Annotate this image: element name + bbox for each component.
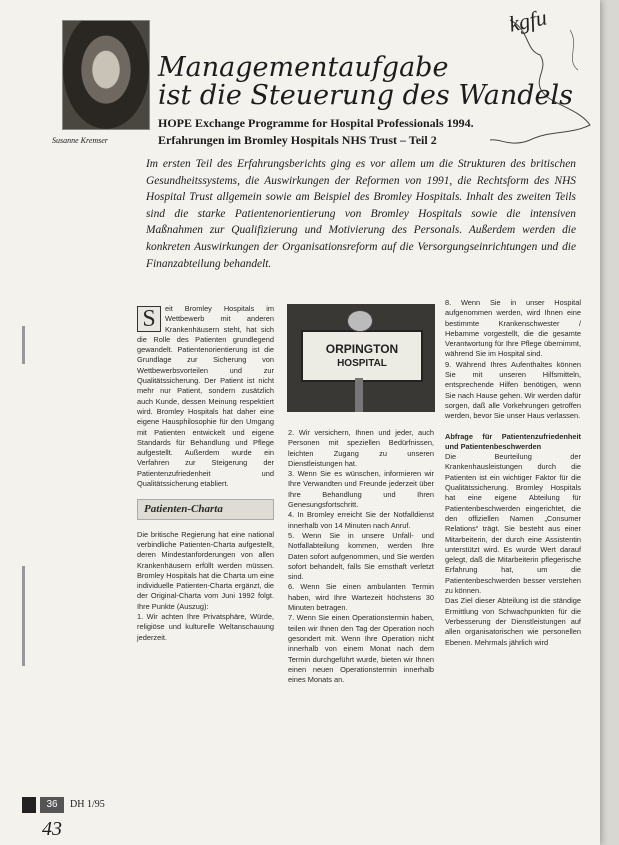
handwritten-note: 43 [42,818,62,840]
margin-mark [22,326,25,364]
article-column-2 [288,428,434,685]
sign-text-line-1: ORPINGTON [325,342,399,356]
issue-label: DH 1/95 [70,799,105,810]
column-paragraph: 4. In Bromley erreicht Sie der Notfalldienst innerhalb von 14 Minuten nach Anruf. [288,510,434,530]
column-paragraph: Die britische Regierung hat eine national verbindliche Patienten-Charta aufgestellt, deren Mindestanforderungen von allen Krankenhäusern erfüllt werden müssen. Bromley Hospitals hat die Charta um eine individuelle Patienten-Charta ergänzt, die der Original-Charta vom Juni 1992 folgt. Ihre Punkte (Auszug): [137,529,274,611]
column-paragraph: Die Beurteilung der Krankenhausleistungen durch die Patienten ist ein wichtiger Faktor für die Qualitätssicherung. Bromley Hospitals hat eine eigene Abteilung für Patientenbeschwerden eingerichtet, die den offiziellen Namen „Consumer Relations“ trägt. Sie besteht aus einer Mitarbeiterin, der durch eine Assistentin unterstützt wird. Es wurde Wert darauf gelegt, daß die Mitarbeiterin pflegerische Erfahrung hat, um die Patientenbeschwerden besser verstehen zu können. [445,452,581,596]
page-number: 36 [40,797,64,813]
column-paragraph: 6. Wenn Sie einen ambulanten Termin haben, wird Ihre Wartezeit höchstens 30 Minuten betragen. [288,582,434,613]
author-photo [62,20,150,130]
column-paragraph: 7. Wenn Sie einen Operationstermin haben, teilen wir Ihnen den Tag der Operation noch gesondert mit. Wenn Ihre Operation nicht innerhalb von einem Monat nach dem Termin durchgeführt wurde, bieten wir Ihnen einen neuen Operationstermin innerhalb eines Monats an. [288,613,434,685]
column-paragraph: 5. Wenn Sie in unsere Unfall- und Notfallabteilung kommen, werden Ihre Daten sofort aufgenommen, und Sie werden sofort behandelt, falls Sie ernsthaft verletzt sind. [288,530,434,582]
column-paragraph: 3. Wenn Sie es wünschen, informieren wir Ihre Verwandten und Freunde jederzeit über Ihre Behandlung und Ihren Genesungsfortschritt. [288,469,434,510]
intro-paragraph: Im ersten Teil des Erfahrungsberichts ging es vor allem um die Strukturen des britischen Gesundheitssystems, die Auswirkungen der Reformen von 1991, die Rechtsform des NHS Hospital Trust allgemein sowie am Beispiel des Bromley Hospitals. Inhalt des zweiten Teils sind die starke Patientenorientierung von Bromley Hospitals sowie die intensiven Maßnahmen zur Qualifizierung und Motivierung des Personals. Außerdem werden die konkreten Auswirkungen der Organisationsreform auf die Versorgungseinrichtungen und die Finanzabteilung behandelt. [146,158,576,270]
subtitle-line-2: Erfahrungen im Bromley Hospitals NHS Trust – Teil 2 [158,133,437,147]
sign-board [301,330,423,382]
photo-caption: Susanne Kremser [52,136,108,145]
page-title-line-2: ist die Steuerung des Wandels [158,80,573,111]
margin-mark [22,566,25,666]
sign-text-line-2: HOSPITAL [337,358,387,369]
article-column-1 [137,304,274,643]
column-paragraph: 1. Wir achten Ihre Privatsphäre, Würde, religiöse und kulturelle Weltanschauung jederzeit. [137,612,274,642]
section-heading-patient-feedback: Abfrage für Patientenzufriedenheit und Patientenbeschwerden [445,431,581,451]
footer-bar [22,797,36,813]
column-paragraph: Das Ziel dieser Abteilung ist die ständige Ermittlung von Schwachpunkten für die Verbesserung der Dienstleistungen auf allen organisatorischen wie personellen Ebenen. Mehrmals jährlich wird [445,596,581,647]
subtitle-line-1: HOPE Exchange Programme for Hospital Professionals 1994. [158,116,474,130]
column-paragraph: 2. Wir versichern, Ihnen und jeder, auch Personen mit speziellen Bedürfnissen, leichten Zugang zu unseren Dienstleistungen hat. [288,428,434,468]
hospital-logo-icon [347,310,373,332]
column-paragraph: 9. Während Ihres Aufenthaltes können Sie mit unseren Hilfsmitteln, entsprechende Hilfen benötigen, wenn Sie nach Hause gehen. Wir werden dafür sorgen, daß alle Vorkehrungen getroffen werden, bevor Sie unser Haus verlassen. [445,359,581,421]
column-paragraph: 8. Wenn Sie in unser Hospital aufgenommen werden, wird Ihnen eine bestimmte Krankenschwester / Hebamme vorgestellt, die die gesamte Verantwortung für Ihre Pflege übernimmt, während Sie im Hospital sind. [445,298,581,359]
drop-cap: S [137,306,161,332]
section-heading-patienten-charta: Patienten-Charta [137,499,274,519]
page-title-line-1: Managementaufgabe [158,52,449,83]
sign-post [355,378,363,412]
handwritten-signature: kgfu [506,4,549,37]
hospital-sign-photo [287,304,435,412]
column-paragraph: eit Bromley Hospitals im Wettbewerb mit anderen Krankenhäusern steht, hat sich die Rolle des Patienten grundlegend gewandelt. Patientenorientierung ist die Grundlage zur Sicherung von Wettbewerbsvorteilen und zur Qualitätssicherung. Der Patient ist nicht mehr nur Patient, sondern zusätzlich auch Kunde, dessen Meinung respektiert wird. Bromley Hospitals hat daher eine eigene Hausphilosophie für den Umgang mit Patienten entwickelt und eigene Standards für Behandlung und Pflege aufgestellt. Außerdem wurde ein Verfahren zur Steigerung der Patientenzufriedenheit und Qualitätssicherung etabliert. [137,304,274,489]
article-column-3 [445,298,581,648]
